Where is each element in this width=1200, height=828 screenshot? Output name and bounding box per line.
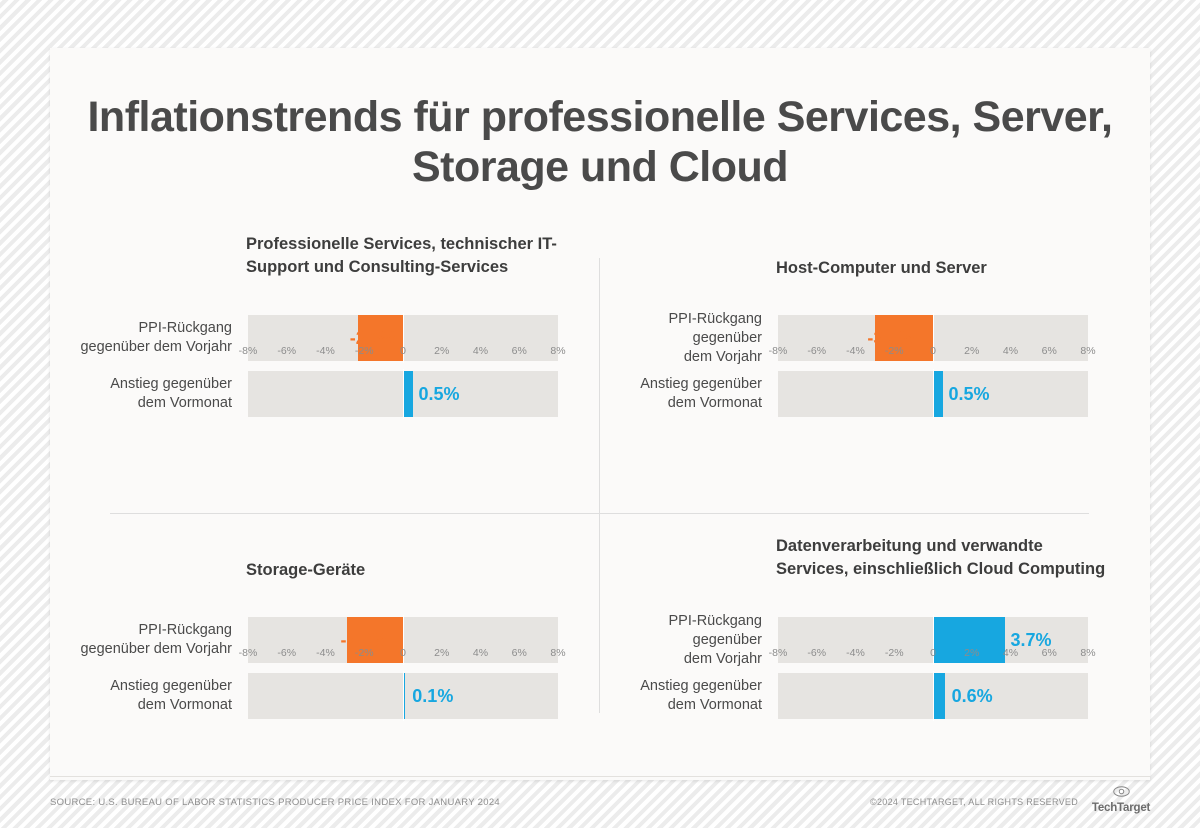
bar-row-label (60, 371, 240, 417)
axis-tick: -2% (884, 647, 904, 659)
axis-tick: -6% (807, 345, 827, 357)
bar-row-label-line1: Anstieg gegenüber (640, 376, 762, 392)
brand-name: TechTarget (1091, 802, 1151, 814)
axis-tick: -4% (316, 345, 335, 357)
axis-tick: 6% (511, 647, 527, 659)
axis-tick: 4% (1002, 345, 1019, 357)
axis-tick: 2% (434, 345, 450, 357)
bar-row-label (60, 673, 240, 719)
bar-row-label-line2: gegenüber dem Vorjahr (80, 339, 232, 355)
axis-tick: -4% (846, 647, 865, 659)
axis-tick: -2% (354, 345, 374, 357)
eye-icon (1113, 786, 1130, 797)
bar-row-label-line2: gegenüber dem Vorjahr (80, 641, 232, 657)
bar-row-label (590, 612, 770, 667)
bar-row-label (60, 617, 240, 663)
axis-tick: -2% (354, 647, 374, 659)
zero-line (403, 369, 404, 419)
axis-tick: 6% (1041, 647, 1057, 659)
panel-rows (60, 617, 580, 729)
axis-tick: -6% (807, 647, 827, 659)
bar-value: 3.7% (1010, 630, 1052, 650)
chart-panel-host-computer-server (590, 233, 1110, 503)
axis-tick: 8% (1080, 647, 1096, 659)
panel-rows (590, 310, 1110, 427)
source-note: SOURCE: U.S. BUREAU OF LABOR STATISTICS PRODUCER PRICE INDEX FOR JANUARY 2024 (50, 797, 500, 808)
axis-tick: 4% (472, 345, 489, 357)
bar-row-label-line1: PPI-Rückgang (668, 612, 762, 629)
axis-tick: -8% (768, 647, 788, 659)
bar-value: -3.0% (867, 328, 915, 348)
bar-row-label-line2: gegenüber (692, 631, 762, 648)
x-axis (768, 345, 1096, 363)
axis-tick: 0 (930, 345, 936, 357)
axis-tick: 0 (930, 647, 936, 659)
bar-row-label (590, 310, 770, 365)
copyright-note: ©2024 TECHTARGET, ALL RIGHTS RESERVED (870, 797, 1078, 807)
bar-track (778, 371, 1088, 417)
panel-title: Datenverarbeitung und verwandte Services, einschließlich Cloud Computing (776, 537, 1106, 578)
bar-row-label-line2: gegenüber (692, 329, 762, 346)
x-axis (238, 647, 566, 665)
axis-tick: -4% (846, 345, 865, 357)
axis-tick: -8% (768, 345, 788, 357)
axis-tick: -8% (238, 345, 258, 357)
bar-positive (933, 673, 945, 719)
axis-tick: 0 (400, 647, 406, 659)
bar-row-label-line2: dem Vormonat (137, 697, 232, 713)
zero-line (403, 671, 404, 721)
bar-value: 0.5% (948, 384, 990, 404)
axis-tick: 2% (964, 345, 980, 357)
chart-grid (50, 213, 1150, 758)
grid-horizontal-divider-right (600, 513, 1089, 514)
axis-tick: 8% (550, 345, 566, 357)
bar-track (778, 673, 1088, 719)
page-title: Inflationstrends für professionelle Services, Server, Storage und Cloud (87, 93, 1113, 191)
bar-positive (403, 371, 413, 417)
bar-row-label-line2: dem Vormonat (667, 395, 762, 411)
bar-row-label-line1: PPI-Rückgang (138, 320, 232, 336)
bar-value: 0.1% (412, 686, 454, 706)
bar-row-label-line2: dem Vormonat (667, 697, 762, 713)
chart-panel-data-processing-cloud (590, 535, 1110, 805)
axis-tick: -4% (316, 647, 335, 659)
bar-row-label (590, 673, 770, 719)
techtarget-logo (1090, 786, 1152, 816)
chart-panel-storage-devices (60, 535, 580, 805)
panel-rows (60, 315, 580, 427)
bar-row-label-line1: Anstieg gegenüber (110, 678, 232, 694)
axis-tick: 2% (964, 647, 980, 659)
footer-divider (50, 776, 1150, 777)
bar-value: 0.5% (418, 384, 460, 404)
bar-value: -2.9% (340, 630, 388, 650)
bar-row-label (60, 315, 240, 361)
x-axis (768, 647, 1096, 665)
bar-row-label (590, 371, 770, 417)
infographic-card (50, 48, 1150, 780)
bar-row-label-line1: Anstieg gegenüber (640, 678, 762, 694)
axis-tick: -6% (277, 647, 297, 659)
axis-tick: 8% (550, 647, 566, 659)
axis-tick: -6% (277, 345, 297, 357)
axis-tick: 0 (400, 345, 406, 357)
grid-horizontal-divider-left (110, 513, 599, 514)
bar-row (60, 673, 580, 719)
bar-row-label-line3: dem Vorjahr (683, 348, 762, 365)
bar-row-label-line1: PPI-Rückgang (138, 622, 232, 638)
bar-row (590, 371, 1110, 417)
zero-line (933, 369, 934, 419)
bar-row-label-line2: dem Vormonat (137, 395, 232, 411)
panel-title: Storage-Geräte (246, 561, 366, 579)
panel-rows (590, 612, 1110, 729)
bar-row (60, 371, 580, 417)
axis-tick: 2% (434, 647, 450, 659)
panel-title: Professionelle Services, technischer IT-Support und Consulting-Services (246, 235, 557, 276)
bar-row-label-line1: Anstieg gegenüber (110, 376, 232, 392)
bar-track (248, 371, 558, 417)
bar-row-label-line3: dem Vorjahr (683, 650, 762, 667)
x-axis (238, 345, 566, 363)
axis-tick: 6% (1041, 345, 1057, 357)
zero-line (933, 671, 934, 721)
axis-tick: -2% (884, 345, 904, 357)
axis-tick: 6% (511, 345, 527, 357)
bar-value: 0.6% (951, 686, 993, 706)
bar-row (590, 673, 1110, 719)
bar-positive (933, 371, 943, 417)
panel-title: Host-Computer und Server (776, 259, 987, 277)
axis-tick: 4% (1002, 647, 1019, 659)
chart-panel-professional-services (60, 233, 580, 503)
axis-tick: -8% (238, 647, 258, 659)
bar-value: -2.3% (349, 328, 397, 348)
bar-track (248, 673, 558, 719)
axis-tick: 4% (472, 647, 489, 659)
bar-row-label-line1: PPI-Rückgang (668, 310, 762, 327)
axis-tick: 8% (1080, 345, 1096, 357)
